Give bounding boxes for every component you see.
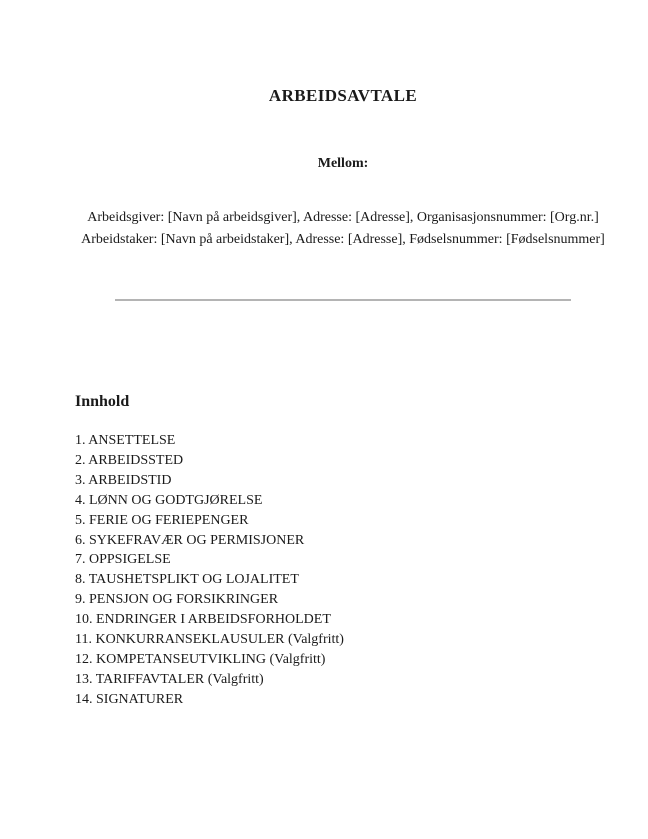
toc-item: 4. LØNN OG GODTGJØRELSE [75, 492, 263, 508]
subtitle-mellom: Mellom: [317, 156, 369, 171]
toc-item: 13. TARIFFAVTALER (Valgfritt) [75, 671, 264, 687]
toc-item: 7. OPPSIGELSE [75, 552, 171, 568]
toc-item: 10. ENDRINGER I ARBEIDSFORHOLDET [75, 612, 331, 628]
section-divider [115, 299, 571, 301]
toc-item: 2. ARBEIDSSTED [75, 452, 184, 468]
toc-item: 1. ANSETTELSE [75, 433, 176, 448]
toc-list [75, 431, 611, 710]
toc-heading: Innhold [75, 393, 130, 410]
toc-item: 3. ARBEIDSTID [75, 472, 172, 488]
toc-item: 14. SIGNATURER [75, 691, 184, 707]
toc-item: 8. TAUSHETSPLIKT OG LOJALITET [75, 572, 299, 588]
party-line-employer: Arbeidsgiver: [Navn på arbeidsgiver], Adresse: [Adresse], Organisasjonsnummer: [Org.nr.] [87, 210, 599, 225]
party-line-employee: Arbeidstaker: [Navn på arbeidstaker], Adresse: [Adresse], Fødselsnummer: [Fødselsnummer] [81, 232, 605, 247]
document-title: ARBEIDSAVTALE [268, 86, 418, 105]
toc-item: 9. PENSJON OG FORSIKRINGER [75, 592, 279, 608]
parties-block [55, 207, 631, 251]
toc-item: 5. FERIE OG FERIEPENGER [75, 512, 249, 528]
document-content [75, 0, 611, 839]
toc-item: 12. KOMPETANSEUTVIKLING (Valgfritt) [75, 651, 326, 667]
toc-item: 6. SYKEFRAVÆR OG PERMISJONER [75, 532, 305, 548]
toc-item: 11. KONKURRANSEKLAUSULER (Valgfritt) [75, 632, 344, 648]
